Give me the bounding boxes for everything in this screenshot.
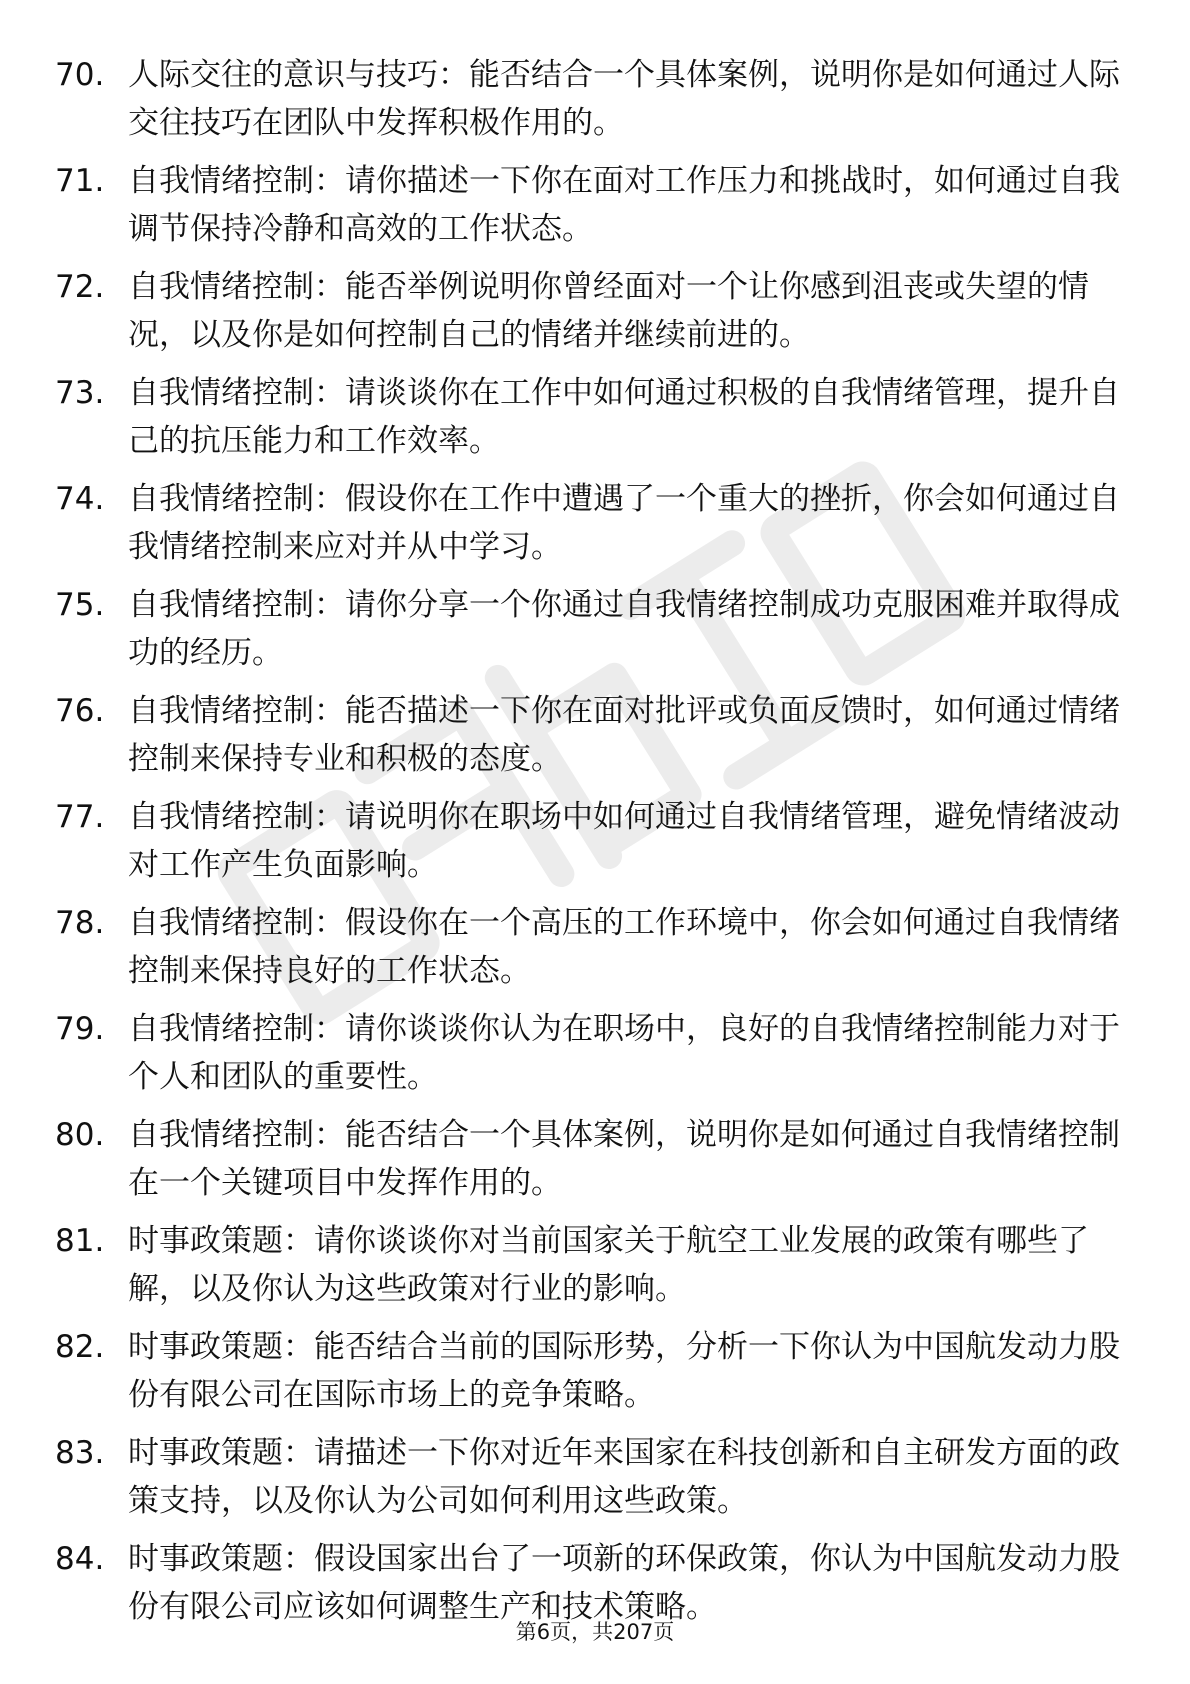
question-item <box>0 687 1190 793</box>
question-text: 自我情绪控制：请说明你在职场中如何通过自我情绪管理，避免情绪波动对工作产生负面影响。 <box>128 799 1120 883</box>
question-text: 自我情绪控制：请谈谈你在工作中如何通过积极的自我情绪管理，提升自己的抗压能力和工作效率。 <box>128 375 1120 459</box>
question-text: 自我情绪控制：请你谈谈你认为在职场中，良好的自我情绪控制能力对于个人和团队的重要性。 <box>128 1011 1120 1095</box>
question-text: 人际交往的意识与技巧：能否结合一个具体案例，说明你是如何通过人际交往技巧在团队中发挥积极作用的。 <box>128 57 1120 141</box>
question-text: 自我情绪控制：能否举例说明你曾经面对一个让你感到沮丧或失望的情况，以及你是如何控制自己的情绪并继续前进的。 <box>128 269 1089 353</box>
question-item <box>0 899 1190 1005</box>
question-item <box>0 1217 1190 1323</box>
question-item <box>0 475 1190 581</box>
question-item <box>0 1005 1190 1111</box>
question-list <box>0 51 1190 1641</box>
question-item <box>0 793 1190 899</box>
question-number: 79. <box>55 1011 105 1047</box>
question-number: 76. <box>55 693 105 729</box>
question-text: 自我情绪控制：能否描述一下你在面对批评或负面反馈时，如何通过情绪控制来保持专业和积极的态度。 <box>128 693 1120 777</box>
question-number: 81. <box>55 1223 105 1259</box>
question-text: 自我情绪控制：假设你在工作中遭遇了一个重大的挫折，你会如何通过自我情绪控制来应对并从中学习。 <box>128 481 1120 565</box>
question-number: 80. <box>55 1117 105 1153</box>
question-number: 73. <box>55 375 105 411</box>
question-number: 75. <box>55 587 105 623</box>
question-text: 时事政策题：请描述一下你对近年来国家在科技创新和自主研发方面的政策支持，以及你认为公司如何利用这些政策。 <box>128 1435 1120 1519</box>
question-item <box>0 369 1190 475</box>
question-number: 77. <box>55 799 105 835</box>
question-text: 自我情绪控制：假设你在一个高压的工作环境中，你会如何通过自我情绪控制来保持良好的工作状态。 <box>128 905 1120 989</box>
question-number: 78. <box>55 905 105 941</box>
question-number: 70. <box>55 57 105 93</box>
question-text: 自我情绪控制：能否结合一个具体案例，说明你是如何通过自我情绪控制在一个关键项目中发挥作用的。 <box>128 1117 1120 1201</box>
question-text: 时事政策题：请你谈谈你对当前国家关于航空工业发展的政策有哪些了解，以及你认为这些政策对行业的影响。 <box>128 1223 1089 1307</box>
question-number: 82. <box>55 1329 105 1365</box>
question-text: 时事政策题：能否结合当前的国际形势，分析一下你认为中国航发动力股份有限公司在国际市场上的竞争策略。 <box>128 1329 1120 1413</box>
question-item <box>0 581 1190 687</box>
question-text: 自我情绪控制：请你描述一下你在面对工作压力和挑战时，如何通过自我调节保持冷静和高效的工作状态。 <box>128 163 1120 247</box>
question-number: 71. <box>55 163 105 199</box>
question-item <box>0 51 1190 157</box>
question-number: 72. <box>55 269 105 305</box>
question-text: 时事政策题：假设国家出台了一项新的环保政策，你认为中国航发动力股份有限公司应该如何调整生产和技术策略。 <box>128 1541 1120 1625</box>
question-text: 自我情绪控制：请你分享一个你通过自我情绪控制成功克服困难并取得成功的经历。 <box>128 587 1120 671</box>
question-item <box>0 1429 1190 1535</box>
question-number: 83. <box>55 1435 105 1471</box>
question-item <box>0 1111 1190 1217</box>
page-number-footer: 第6页，共207页 <box>515 1620 675 1644</box>
question-number: 74. <box>55 481 105 517</box>
question-number: 84. <box>55 1541 105 1577</box>
question-item <box>0 263 1190 369</box>
question-item <box>0 157 1190 263</box>
question-item <box>0 1323 1190 1429</box>
